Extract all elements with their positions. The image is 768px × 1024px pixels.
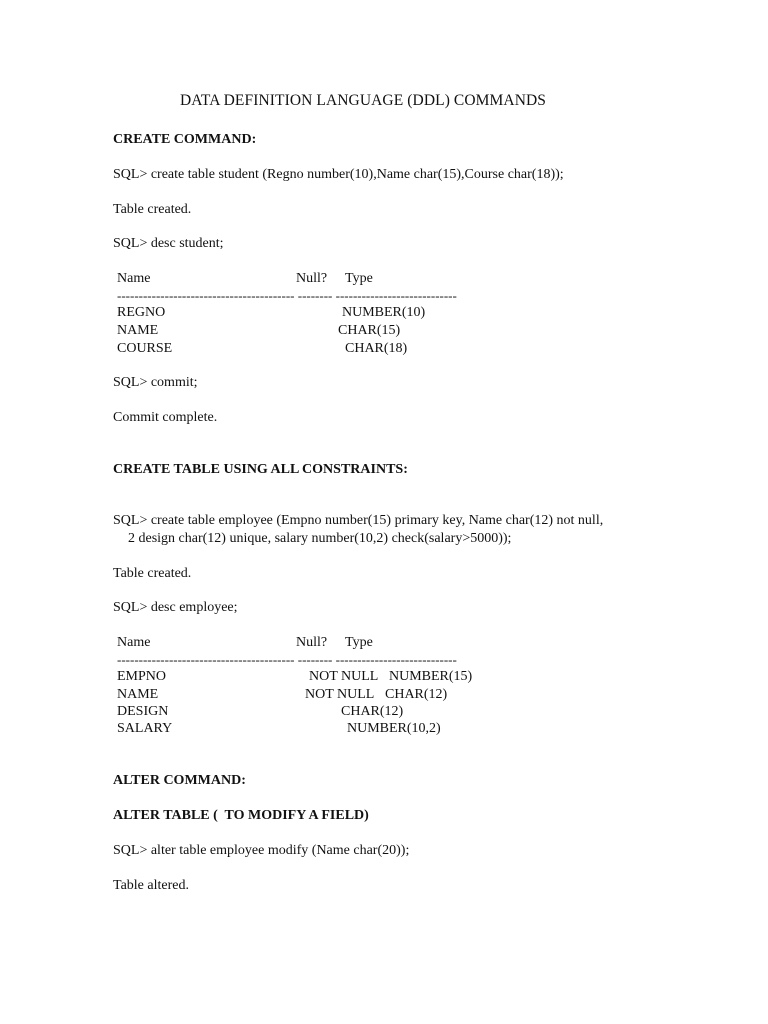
student-row-type: CHAR(15) [338,323,401,338]
create-student-result: Table created. [113,202,192,217]
employee-header-null: Null? [296,635,328,650]
employee-header-name: Name [117,635,151,650]
employee-row-type: CHAR(12) [341,704,404,719]
student-row-type: CHAR(18) [345,341,408,356]
alter-table-subheading: ALTER TABLE ( TO MODIFY A FIELD) [113,808,369,823]
student-row-name: NAME [117,323,159,338]
desc-employee-command: SQL> desc employee; [113,600,238,615]
student-separator: ----------------------------------------- -------- ---------------------------- [117,288,457,303]
employee-row-name: SALARY [117,721,173,736]
create-employee-sql-line1: SQL> create table employee (Empno number(15) primary key, Name char(12) not null, [113,513,604,528]
employee-row-type: NUMBER(10,2) [347,721,441,736]
create-command-heading: CREATE COMMAND: [113,132,257,147]
constraints-heading: CREATE TABLE USING ALL CONSTRAINTS: [113,462,408,477]
student-header-type: Type [345,271,373,286]
commit-result: Commit complete. [113,410,218,425]
student-header-name: Name [117,271,151,286]
student-header-null: Null? [296,271,328,286]
alter-employee-sql: SQL> alter table employee modify (Name char(20)); [113,843,410,858]
alter-command-heading: ALTER COMMAND: [113,773,246,788]
employee-row-null: NOT NULL [305,687,375,702]
student-row-name: REGNO [117,305,166,320]
commit-command: SQL> commit; [113,375,198,390]
employee-separator: ----------------------------------------- -------- ---------------------------- [117,652,457,667]
employee-row-name: NAME [117,687,159,702]
student-row-name: COURSE [117,341,173,356]
employee-header-type: Type [345,635,373,650]
employee-row-type: NUMBER(15) [389,669,473,684]
desc-student-command: SQL> desc student; [113,236,224,251]
employee-row-name: EMPNO [117,669,167,684]
page-title: DATA DEFINITION LANGUAGE (DDL) COMMANDS [180,92,547,109]
alter-employee-result: Table altered. [113,878,189,893]
employee-row-null: NOT NULL [309,669,379,684]
student-row-type: NUMBER(10) [342,305,426,320]
employee-row-type: CHAR(12) [385,687,448,702]
create-employee-result: Table created. [113,566,192,581]
create-employee-sql-line2: 2 design char(12) unique, salary number(10,2) check(salary>5000)); [128,531,512,546]
employee-row-name: DESIGN [117,704,169,719]
create-student-sql: SQL> create table student (Regno number(10),Name char(15),Course char(18)); [113,167,564,182]
